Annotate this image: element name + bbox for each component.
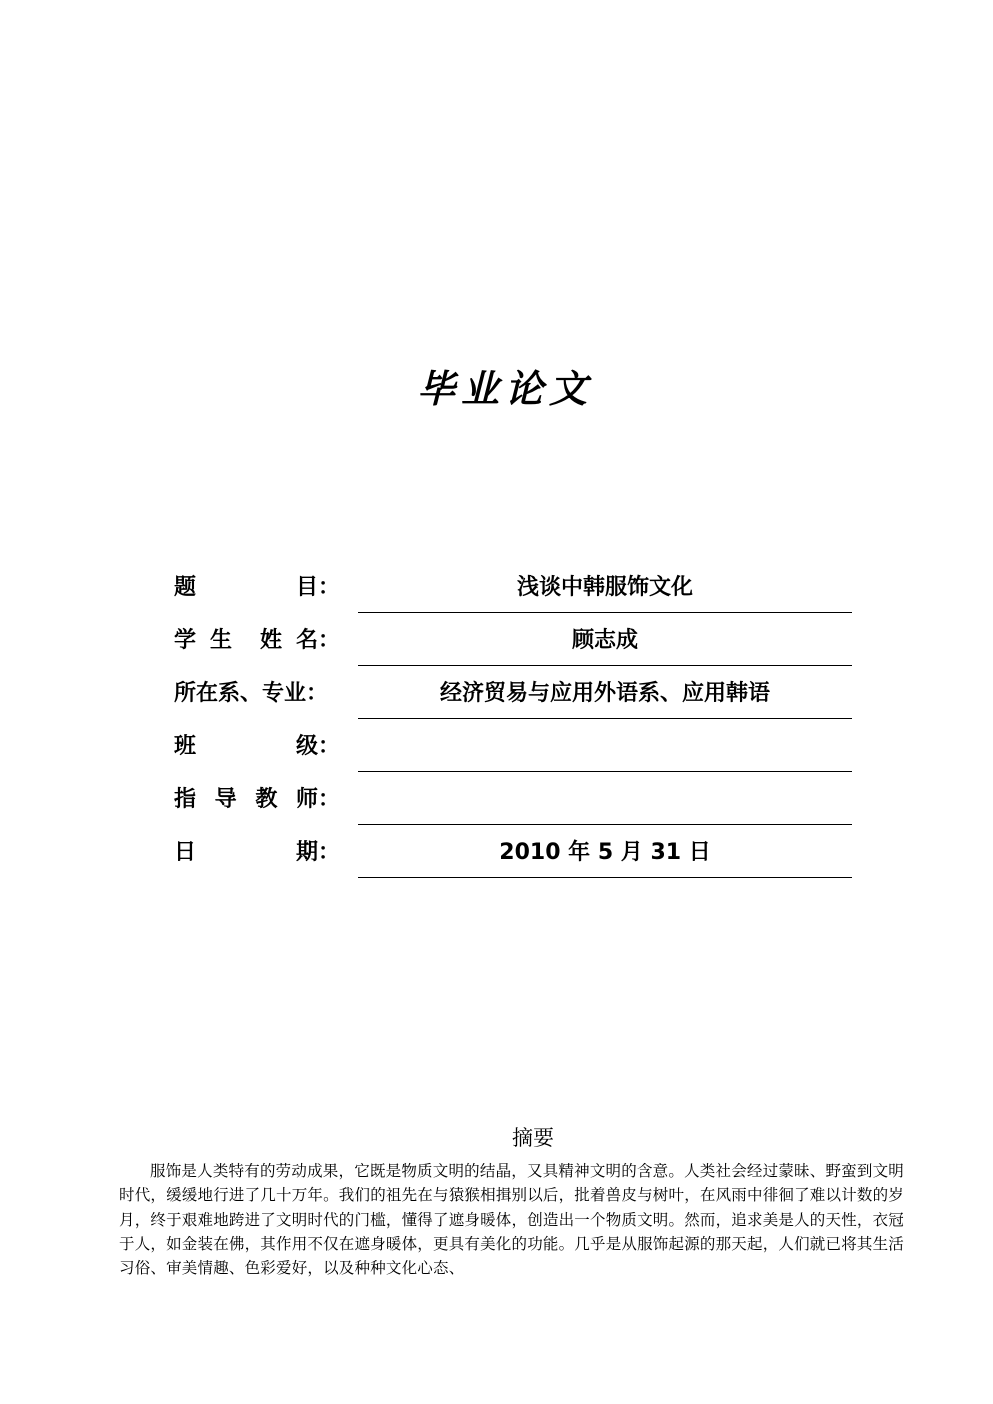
value-topic: 浅谈中韩服饰文化	[516, 575, 693, 600]
label-char: 生	[210, 628, 233, 653]
label-char: 教	[255, 787, 278, 812]
underline	[358, 877, 852, 878]
label-char: 目：	[295, 575, 340, 600]
label-char: 名：	[295, 628, 340, 653]
label-char: 学	[174, 628, 197, 653]
label-char: 所在系、专业：	[174, 681, 329, 706]
label-char: 期：	[295, 840, 340, 865]
info-row-class	[174, 719, 854, 772]
label-topic	[174, 570, 340, 601]
info-row-department	[174, 666, 854, 719]
label-date	[174, 835, 340, 866]
label-department	[174, 676, 340, 707]
label-class	[174, 729, 340, 760]
info-row-date	[174, 825, 854, 878]
info-row-topic	[174, 560, 854, 613]
label-char: 级：	[295, 734, 340, 759]
label-advisor	[174, 782, 340, 813]
label-char: 姓	[259, 628, 282, 653]
cover-info-table	[174, 560, 854, 878]
label-student-name	[174, 623, 340, 654]
page-title: 毕业论文	[416, 366, 593, 411]
abstract-heading: 摘要	[512, 1126, 554, 1150]
label-char: 日	[174, 840, 197, 865]
label-char: 题	[174, 575, 197, 600]
value-date: 2010 年 5 月 31 日	[499, 840, 711, 865]
value-student-name: 顾志成	[571, 628, 638, 653]
info-row-advisor	[174, 772, 854, 825]
label-char: 师：	[295, 787, 340, 812]
label-char: 指	[174, 787, 197, 812]
label-char: 班	[174, 734, 197, 759]
value-department: 经济贸易与应用外语系、应用韩语	[439, 681, 770, 706]
abstract-body: 服饰是人类特有的劳动成果，它既是物质文明的结晶，又具精神文明的含意。人类社会经过蒙昧、野蛮到文明时代，缓缓地行进了几十万年。我们的祖先在与猿猴相揖别以后，批着兽皮与树叶，在风雨中徘徊了难以计数的岁月，终于艰难地跨进了文明时代的门槛，懂得了遮身暖体，创造出一个物质文明。然而，追求美是人的天性，衣冠于人，如金装在佛，其作用不仅在遮身暖体，更具有美化的功能。几乎是从服饰起源的那天起，人们就已将其生活习俗、审美情趣、色彩爱好，以及种种文化心态、	[119, 1162, 905, 1278]
info-row-student-name	[174, 613, 854, 666]
label-char: 导	[214, 787, 237, 812]
